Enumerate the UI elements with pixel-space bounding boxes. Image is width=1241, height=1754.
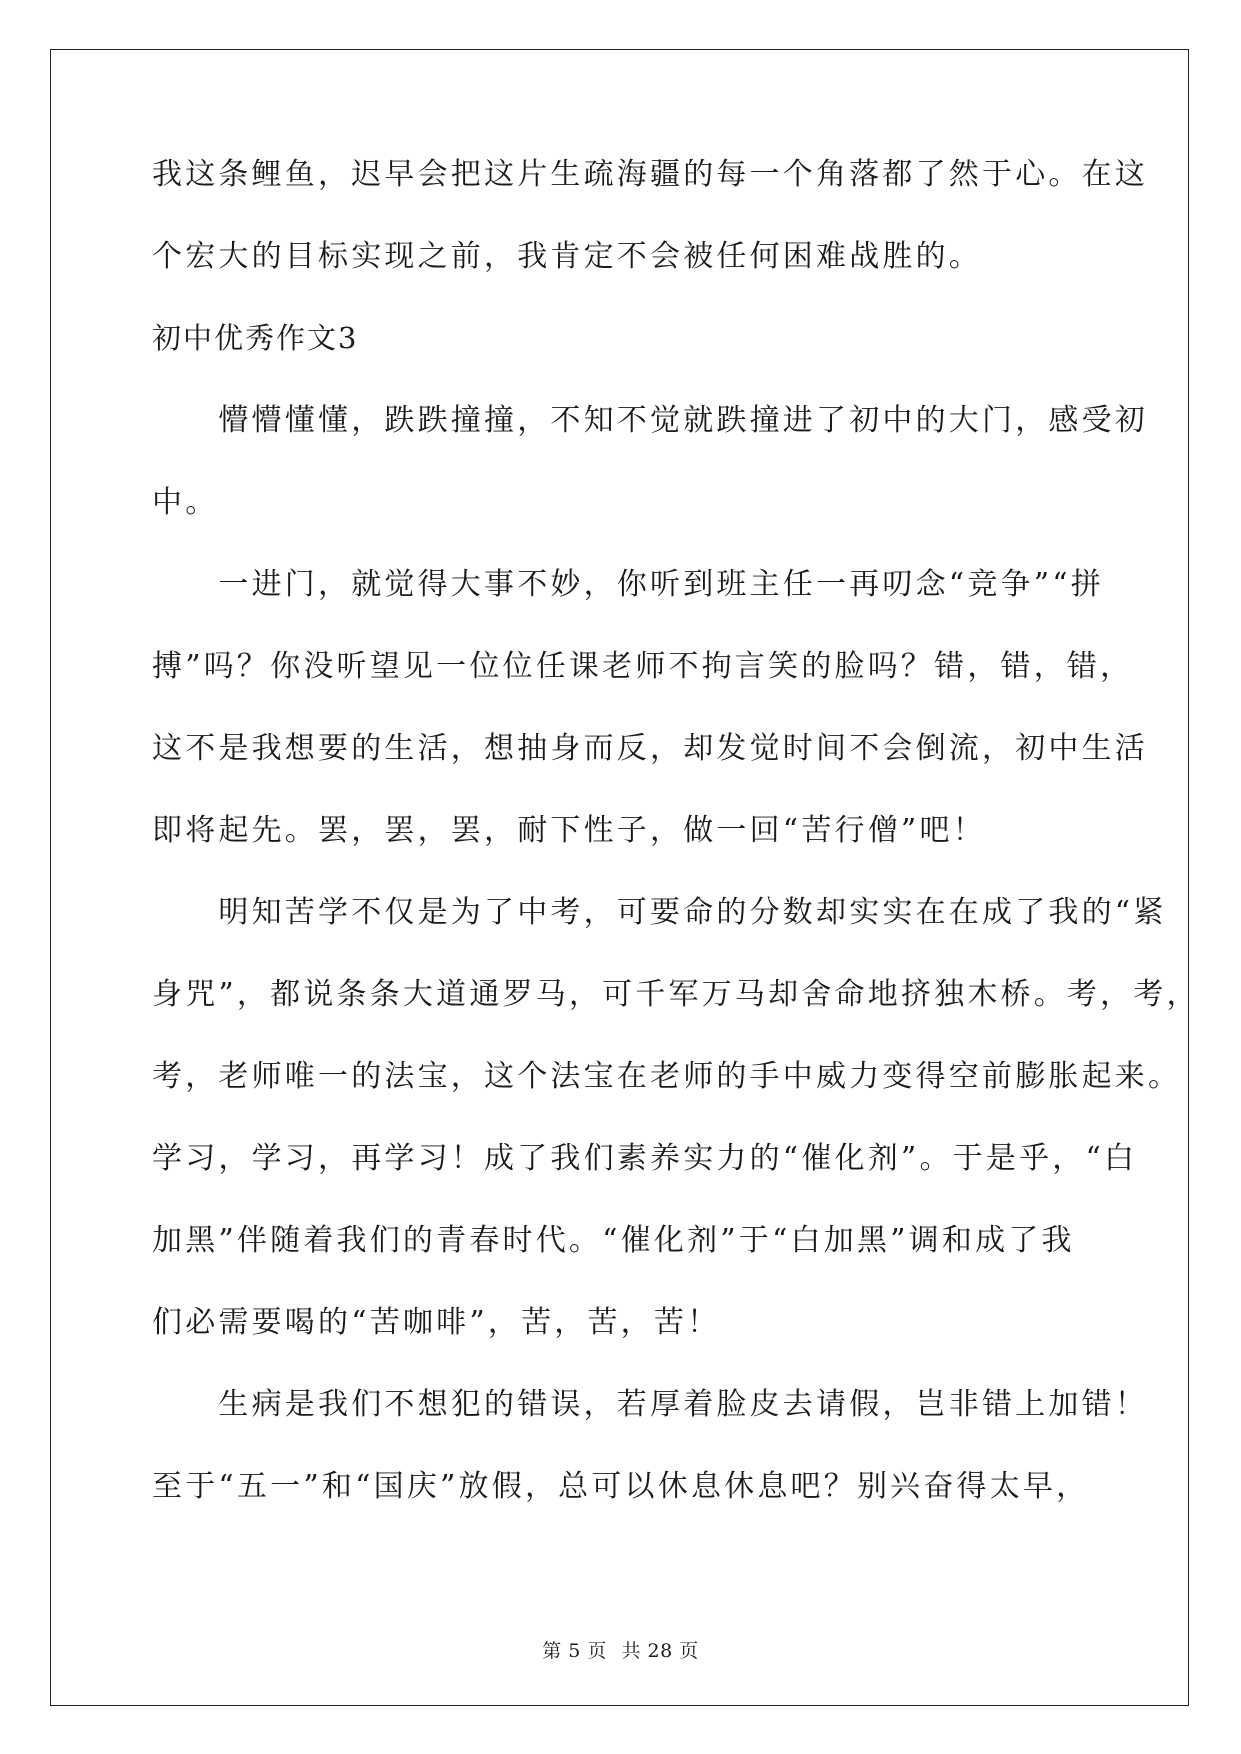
text-line: 搏”吗？你没听望见一位位任课老师不拘言笑的脸吗？错，错，错， xyxy=(152,649,1134,684)
text-line: 这不是我想要的生活，想抽身而反，却发觉时间不会倒流，初中生活 xyxy=(152,731,1148,766)
page-border xyxy=(50,49,1189,1706)
text-line: 我这条鲤鱼，迟早会把这片生疏海疆的每一个角落都了然于心。在这 xyxy=(152,157,1148,192)
text-line: 至于“五一”和“国庆”放假，总可以休息休息吧？别兴奋得太早， xyxy=(152,1469,1090,1504)
text-line: 即将起先。罢，罢，罢，耐下性子，做一回“苦行僧”吧！ xyxy=(152,813,986,848)
text-line: 们必需要喝的“苦咖啡”，苦，苦，苦！ xyxy=(152,1305,721,1340)
text-line: 中。 xyxy=(152,485,219,520)
text-line: 学习，学习，再学习！成了我们素养实力的“催化剂”。于是乎，“白 xyxy=(152,1141,1138,1176)
text-line: 懵懵懂懂，跌跌撞撞，不知不觉就跌撞进了初中的大门，感受初 xyxy=(152,403,1148,438)
page-number: 第 5 页 xyxy=(542,1640,607,1662)
section-heading: 初中优秀作文3 xyxy=(152,321,359,355)
text-line: 身咒”，都说条条大道通罗马，可千军万马却舍命地挤独木桥。考，考， xyxy=(152,977,1200,1012)
text-line: 明知苦学不仅是为了中考，可要命的分数却实实在在成了我的“紧 xyxy=(152,895,1167,930)
page-footer xyxy=(0,1636,1241,1663)
text-line: 个宏大的目标实现之前，我肯定不会被任何困难战胜的。 xyxy=(152,239,982,274)
text-line: 一进门，就觉得大事不妙，你听到班主任一再叨念“竞争”“拼 xyxy=(152,567,1105,602)
text-line: 生病是我们不想犯的错误，若厚着脸皮去请假，岂非错上加错！ xyxy=(152,1387,1148,1422)
page-total: 共 28 页 xyxy=(621,1640,699,1662)
text-line: 加黑”伴随着我们的青春时代。“催化剂”于“白加黑”调和成了我 xyxy=(152,1223,1075,1258)
text-line: 考，老师唯一的法宝，这个法宝在老师的手中威力变得空前膨胀起来。 xyxy=(152,1059,1182,1094)
